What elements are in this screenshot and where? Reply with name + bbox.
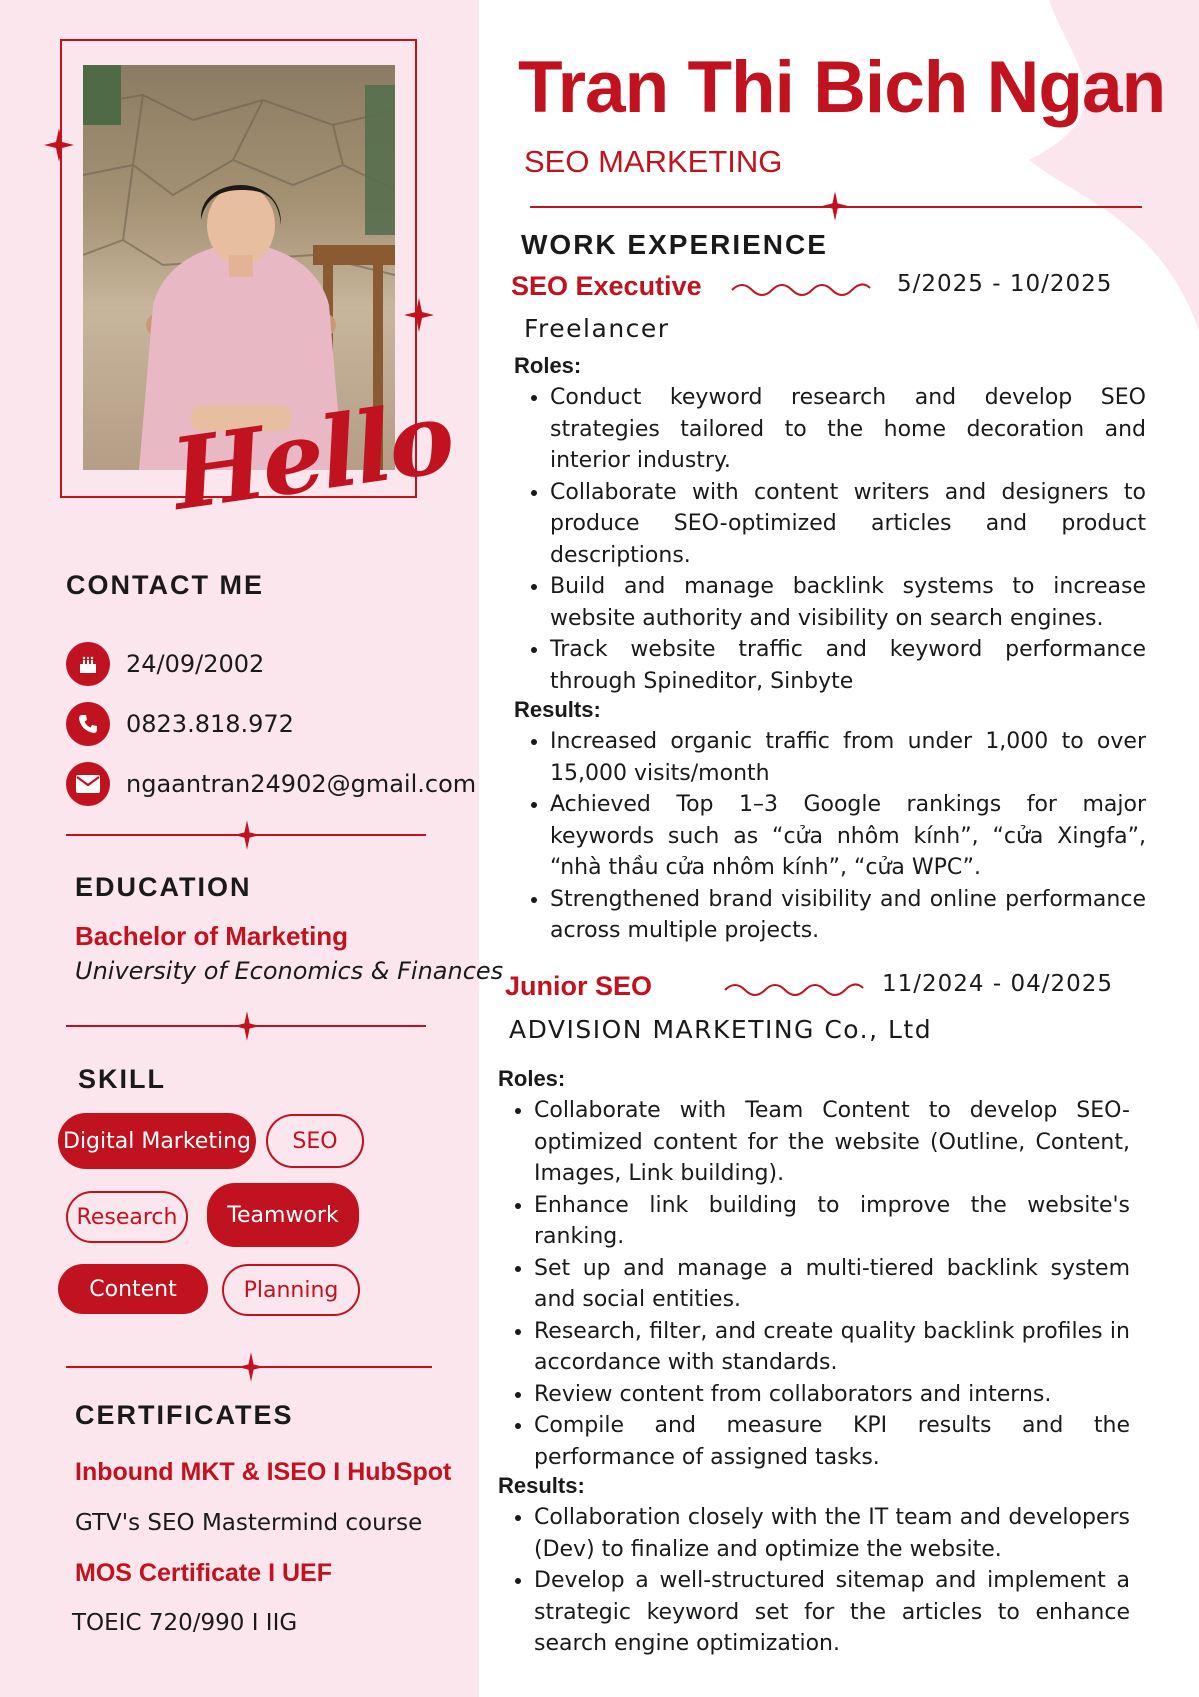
skill-tag: Research bbox=[66, 1191, 188, 1243]
contact-birthday-text: 24/09/2002 bbox=[126, 650, 265, 678]
job-company: Freelancer bbox=[524, 314, 670, 343]
results-list bbox=[498, 1502, 1130, 1660]
hello-greeting: Hello bbox=[165, 380, 459, 533]
skill-tag: Planning bbox=[222, 1264, 360, 1316]
job-dates: 11/2024 - 04/2025 bbox=[882, 971, 1114, 997]
skill-tag: SEO bbox=[266, 1114, 364, 1168]
education-heading: EDUCATION bbox=[75, 872, 252, 902]
contact-email bbox=[66, 761, 477, 807]
job-details bbox=[498, 1066, 1130, 1660]
contact-phone-text[interactable]: 0823.818.972 bbox=[126, 710, 294, 738]
certificate-item: TOEIC 720/990 I IIG bbox=[72, 1610, 298, 1636]
results-list bbox=[514, 726, 1146, 947]
education-degree: Bachelor of Marketing bbox=[75, 921, 349, 951]
list-item: • Review content from collaborators and interns. bbox=[534, 1379, 1130, 1411]
list-item: • Enhance link building to improve the website's ranking. bbox=[534, 1190, 1130, 1253]
skill-tag: Teamwork bbox=[207, 1183, 359, 1247]
results-label: Results: bbox=[514, 697, 601, 722]
job-title: Junior SEO bbox=[505, 971, 653, 1001]
results-label: Results: bbox=[498, 1473, 585, 1498]
certificates-heading: CERTIFICATES bbox=[75, 1400, 294, 1430]
contact-email-text[interactable]: ngaantran24902@gmail.com bbox=[126, 770, 477, 798]
wave-icon bbox=[730, 278, 872, 296]
mail-icon bbox=[66, 762, 110, 806]
sparkle-icon bbox=[44, 128, 74, 162]
birthday-cake-icon bbox=[66, 642, 110, 686]
sparkle-icon bbox=[238, 1352, 264, 1382]
roles-list bbox=[498, 1095, 1130, 1473]
contact-list bbox=[66, 641, 477, 807]
list-item: • Compile and measure KPI results and the performance of assigned tasks. bbox=[534, 1410, 1130, 1473]
contact-birthday bbox=[66, 641, 466, 687]
phone-icon bbox=[66, 702, 110, 746]
list-item: • Collaborate with content writers and designers to produce SEO-optimized articles and product descriptions. bbox=[550, 477, 1146, 572]
contact-heading: CONTACT ME bbox=[66, 570, 264, 600]
list-item: • Set up and manage a multi-tiered backlink system and social entities. bbox=[534, 1253, 1130, 1316]
list-item: • Collaborate with Team Content to develop SEO-optimized content for the website (Outline, Content, Images, Link building). bbox=[534, 1095, 1130, 1190]
skill-heading: SKILL bbox=[78, 1064, 166, 1094]
job-title: SEO Executive bbox=[511, 271, 702, 301]
list-item: • Conduct keyword research and develop SEO strategies tailored to the home decoration and interior industry. bbox=[550, 382, 1146, 477]
roles-label: Roles: bbox=[514, 353, 582, 378]
job-details bbox=[514, 353, 1146, 947]
sparkle-icon bbox=[234, 820, 260, 850]
list-item: • Collaboration closely with the IT team and developers (Dev) to finalize and optimize the website. bbox=[534, 1502, 1130, 1565]
sparkle-icon bbox=[822, 191, 848, 221]
job-dates: 5/2025 - 10/2025 bbox=[897, 271, 1113, 297]
skill-tag: Content bbox=[58, 1264, 208, 1314]
list-item: • Research, filter, and create quality backlink profiles in accordance with standards. bbox=[534, 1316, 1130, 1379]
candidate-title: SEO MARKETING bbox=[524, 144, 783, 179]
contact-phone bbox=[66, 701, 466, 747]
list-item: • Develop a well-structured sitemap and implement a strategic keyword set for the articles to enhance search engine optimization. bbox=[534, 1565, 1130, 1660]
job-company: ADVISION MARKETING Co., Ltd bbox=[509, 1015, 933, 1044]
list-item: • Track website traffic and keyword performance through Spineditor, Sinbyte bbox=[550, 634, 1146, 697]
roles-label: Roles: bbox=[498, 1066, 566, 1091]
list-item: • Strengthened brand visibility and online performance across multiple projects. bbox=[550, 884, 1146, 947]
work-heading: WORK EXPERIENCE bbox=[521, 229, 828, 260]
roles-list bbox=[514, 382, 1146, 697]
skill-tag: Digital Marketing bbox=[58, 1113, 256, 1169]
sparkle-icon bbox=[234, 1011, 260, 1041]
certificate-item: GTV's SEO Mastermind course bbox=[75, 1510, 423, 1536]
certificate-item: Inbound MKT & ISEO I HubSpot bbox=[75, 1458, 452, 1486]
education-school: University of Economics & Finances bbox=[75, 957, 504, 985]
candidate-name: Tran Thi Bich Ngan bbox=[518, 47, 1166, 128]
certificate-item: MOS Certificate I UEF bbox=[75, 1559, 332, 1587]
list-item: • Increased organic traffic from under 1,000 to over 15,000 visits/month bbox=[550, 726, 1146, 789]
list-item: • Achieved Top 1–3 Google rankings for major keywords such as “cửa nhôm kính”, “cửa Xingfa”, “nhà thầu cửa nhôm kính”, “cửa WPC”. bbox=[550, 789, 1146, 884]
sparkle-icon bbox=[404, 298, 434, 332]
wave-icon bbox=[723, 978, 865, 996]
list-item: • Build and manage backlink systems to increase website authority and visibility on search engines. bbox=[550, 571, 1146, 634]
